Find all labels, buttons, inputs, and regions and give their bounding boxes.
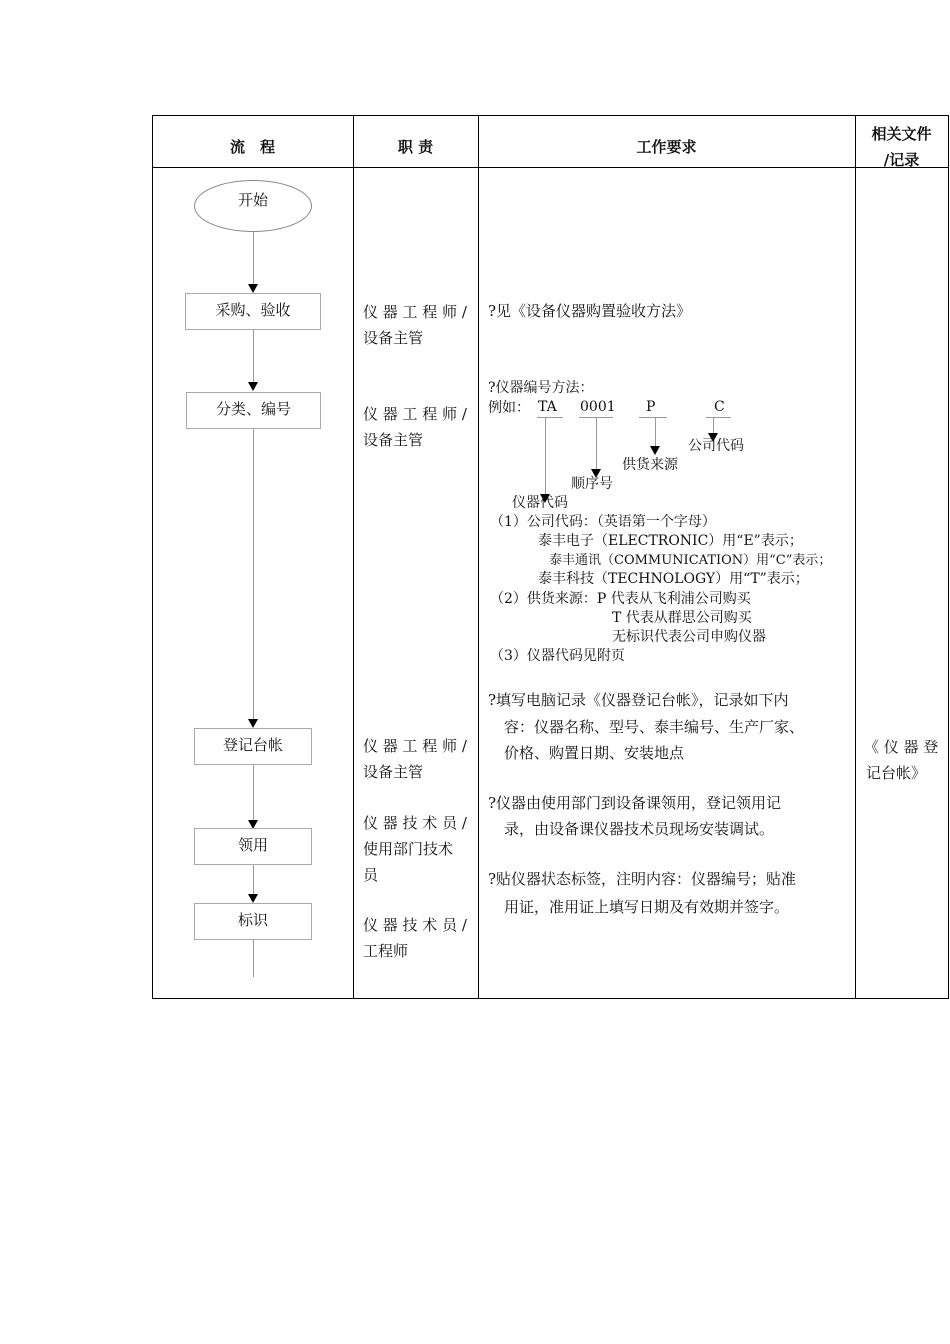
code-underline-c (706, 417, 731, 418)
duty-3-line2: 设备主管 (363, 763, 424, 781)
related-doc-line2: 记台帐》 (866, 764, 927, 782)
header-duty: 职 责 (397, 138, 434, 156)
header-flow: 流 程 (229, 138, 275, 156)
arrow-down-icon (248, 894, 258, 903)
note-1a: 泰丰电子（ELECTRONIC）用“E”表示； (538, 533, 803, 549)
requirement-4-line1: ?仪器由使用部门到设备课领用，登记领用记 (488, 794, 782, 812)
step-label: 标识 (194, 903, 312, 940)
code-part-p: P (646, 399, 656, 415)
note-1b: 泰丰通讯（COMMUNICATION）用“C”表示； (549, 553, 832, 568)
column-divider-1 (353, 115, 354, 999)
duty-3-line1: 仪 器 工 程 师 / (363, 737, 467, 755)
step-register-ledger: 登记台帐 (194, 728, 312, 765)
connector-4 (253, 765, 254, 820)
requirement-3-line3: 价格、购置日期、安装地点 (504, 744, 685, 762)
duty-4-line2: 使用部门技术 (363, 840, 454, 858)
requirement-5-line2: 用证，准用证上填写日期及有效期并签字。 (504, 898, 790, 916)
connector-6 (253, 940, 254, 977)
duty-2-line1: 仪 器 工 程 师 / (363, 405, 467, 423)
note-1: （1）公司代码：（英语第一个字母） (490, 514, 716, 530)
table-left-border (152, 115, 153, 999)
step-purchase-accept: 采购、验收 (185, 293, 321, 330)
connector-2 (253, 330, 254, 382)
related-doc-line1: 《 仪 器 登 (864, 738, 939, 756)
label-instrument-code: 仪器代码 (512, 495, 568, 511)
requirement-3-line2: 容：仪器名称、型号、泰丰编号、生产厂家、 (504, 718, 805, 736)
label-company-code: 公司代码 (688, 438, 744, 454)
connector-1 (253, 232, 254, 284)
table-top-border (152, 115, 949, 116)
code-underline-ta (537, 417, 563, 418)
duty-2-line2: 设备主管 (363, 431, 424, 449)
table-right-border (948, 115, 949, 999)
connector-5 (253, 865, 254, 894)
requirement-5-line1: ?贴仪器状态标签，注明内容：仪器编号；贴准 (488, 870, 797, 888)
header-divider (152, 167, 949, 168)
arrow-down-icon (248, 284, 258, 293)
step-collect: 领用 (194, 828, 312, 865)
numbering-title: ?仪器编号方法： (488, 380, 594, 396)
arrow-down-icon (248, 382, 258, 391)
arrow-down-icon (650, 446, 660, 455)
column-divider-2 (478, 115, 479, 999)
duty-5-line1: 仪 器 技 术 员 / (363, 916, 467, 934)
note-2b: 无标识代表公司申购仪器 (612, 629, 766, 645)
code-part-0001: 0001 (580, 399, 616, 415)
note-1c: 泰丰科技（TECHNOLOGY）用“T”表示； (538, 571, 809, 587)
duty-1-line2: 设备主管 (363, 329, 424, 347)
note-3: （3）仪器代码见附页 (490, 648, 625, 664)
header-docs-line1: 相关文件 (871, 125, 932, 143)
duty-4-line1: 仪 器 技 术 员 / (363, 814, 467, 832)
start-node: 开始 (194, 180, 312, 232)
requirement-4-line2: 录，由设备课仪器技术员现场安装调试。 (504, 820, 775, 838)
step-classify-number: 分类、编号 (186, 392, 321, 429)
pointer-line-ta (545, 417, 546, 495)
table-bottom-border (152, 998, 949, 999)
label-supply-source: 供货来源 (622, 457, 678, 473)
requirement-1: ?见《设备仪器购置验收方法》 (488, 302, 692, 320)
arrow-down-icon (248, 719, 258, 728)
column-divider-3 (855, 115, 856, 999)
pointer-line-p (655, 417, 656, 447)
note-2: （2）供货来源：P 代表从飞利浦公司购买 (490, 591, 751, 607)
code-part-c: C (714, 399, 725, 415)
duty-5-line2: 工程师 (363, 942, 409, 960)
connector-3 (253, 429, 254, 719)
duty-4-line3: 员 (363, 866, 379, 884)
numbering-example: 例如： (488, 400, 530, 416)
header-docs-line2: /记录 (883, 151, 920, 169)
header-requirement: 工作要求 (636, 138, 697, 156)
requirement-3-line1: ?填写电脑记录《仪器登记台帐》，记录如下内 (488, 691, 789, 709)
code-part-ta: TA (538, 399, 557, 415)
code-underline-p (639, 417, 667, 418)
note-2a: T 代表从群思公司购买 (612, 610, 752, 626)
pointer-line-0001 (596, 417, 597, 470)
duty-1-line1: 仪 器 工 程 师 / (363, 303, 467, 321)
label-sequence-number: 顺序号 (571, 476, 613, 492)
